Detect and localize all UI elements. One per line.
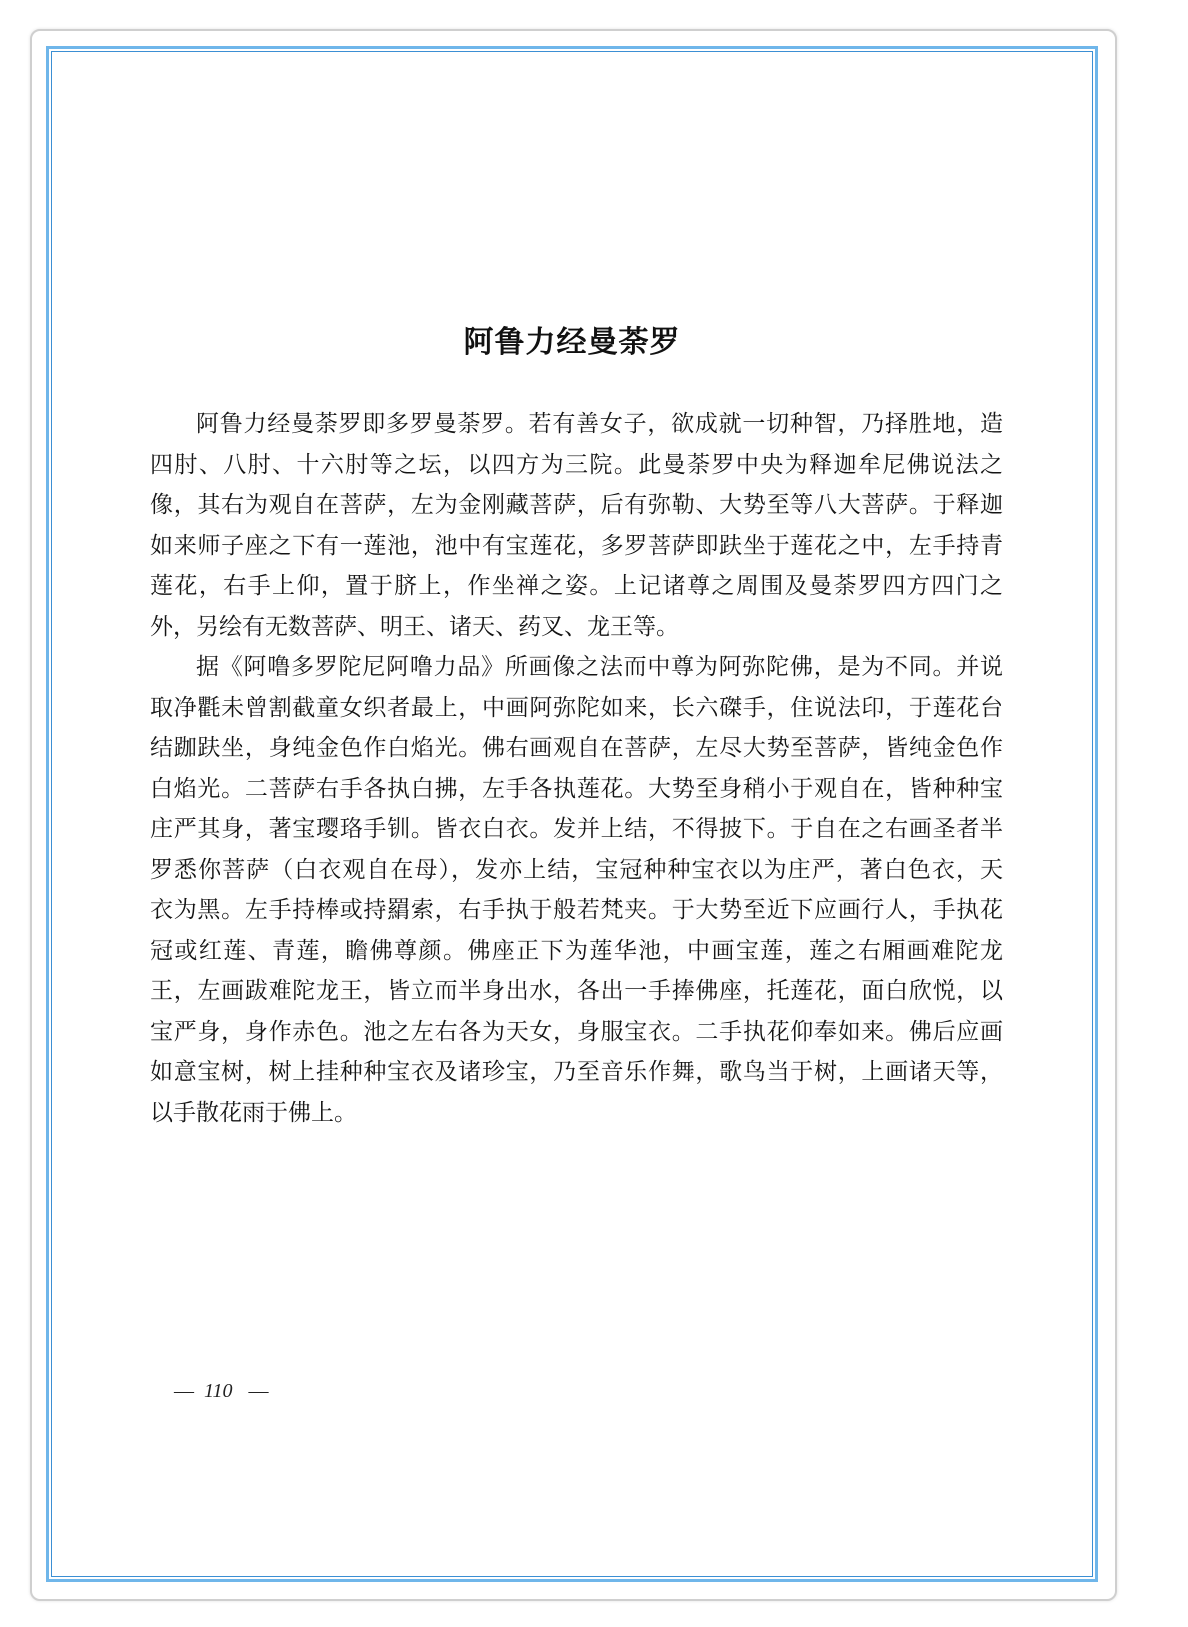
text-line: 四肘、八肘、十六肘等之坛，以四方为三院。此曼荼罗中央为释迦牟尼佛说法之 bbox=[150, 451, 1003, 478]
body-text bbox=[150, 404, 1003, 1133]
text-line: 以手散花雨于佛上。 bbox=[150, 1099, 357, 1126]
text-line: 如来师子座之下有一莲池，池中有宝莲花，多罗菩萨即趺坐于莲花之中，左手持青 bbox=[150, 532, 1003, 559]
text-line: 白焰光。二菩萨右手各执白拂，左手各执莲花。大势至身稍小于观自在，皆种种宝 bbox=[150, 775, 1003, 802]
text-line: 宝严身，身作赤色。池之左右各为天女，身服宝衣。二手执花仰奉如来。佛后应画 bbox=[150, 1018, 1003, 1045]
text-line: 王，左画跋难陀龙王，皆立而半身出水，各出一手捧佛座，托莲花，面白欣悦，以 bbox=[150, 978, 1003, 1004]
paragraph-1 bbox=[150, 404, 1003, 647]
page-number-value: 110 bbox=[204, 1380, 233, 1402]
paragraph-2 bbox=[150, 647, 1003, 1133]
text-line: 冠或红莲、青莲，瞻佛尊颜。佛座正下为莲华池，中画宝莲，莲之右厢画难陀龙 bbox=[150, 937, 1003, 964]
text-line: 衣为黑。左手持棒或持羂索，右手执于般若梵夹。于大势至近下应画行人，手执花 bbox=[150, 897, 1003, 923]
text-line: 结跏趺坐，身纯金色作白焰光。佛右画观自在菩萨，左尽大势至菩萨，皆纯金色作 bbox=[150, 735, 1003, 761]
page-number bbox=[174, 1376, 269, 1406]
text-line: 罗悉你菩萨（白衣观自在母），发亦上结，宝冠种种宝衣以为庄严，著白色衣，天 bbox=[150, 856, 1003, 883]
text-line: 外，另绘有无数菩萨、明王、诸天、药叉、龙王等。 bbox=[150, 613, 679, 640]
page-number-dash-left: — bbox=[174, 1380, 194, 1402]
text-line: 如意宝树，树上挂种种宝衣及诸珍宝，乃至音乐作舞，歌鸟当于树，上画诸天等， bbox=[150, 1059, 1003, 1085]
text-line: 庄严其身，著宝璎珞手钏。皆衣白衣。发并上结，不得披下。于自在之右画圣者半 bbox=[150, 816, 1003, 842]
text-line: 阿鲁力经曼荼罗即多罗曼荼罗。若有善女子，欲成就一切种智，乃择胜地，造 bbox=[196, 411, 1003, 437]
text-line: 取净氍未曾割截童女织者最上，中画阿弥陀如来，长六磔手，住说法印，于莲花台 bbox=[150, 694, 1003, 721]
page-title: 阿鲁力经曼荼罗 bbox=[463, 325, 681, 360]
page-number-dash-right: — bbox=[248, 1380, 269, 1402]
text-line: 据《阿噜多罗陀尼阿噜力品》所画像之法而中尊为阿弥陀佛，是为不同。并说 bbox=[196, 654, 1003, 680]
text-line: 像，其右为观自在菩萨，左为金刚藏菩萨，后有弥勒、大势至等八大菩萨。于释迦 bbox=[150, 492, 1003, 518]
text-line: 莲花，右手上仰，置于脐上，作坐禅之姿。上记诸尊之周围及曼荼罗四方四门之 bbox=[150, 573, 1003, 599]
